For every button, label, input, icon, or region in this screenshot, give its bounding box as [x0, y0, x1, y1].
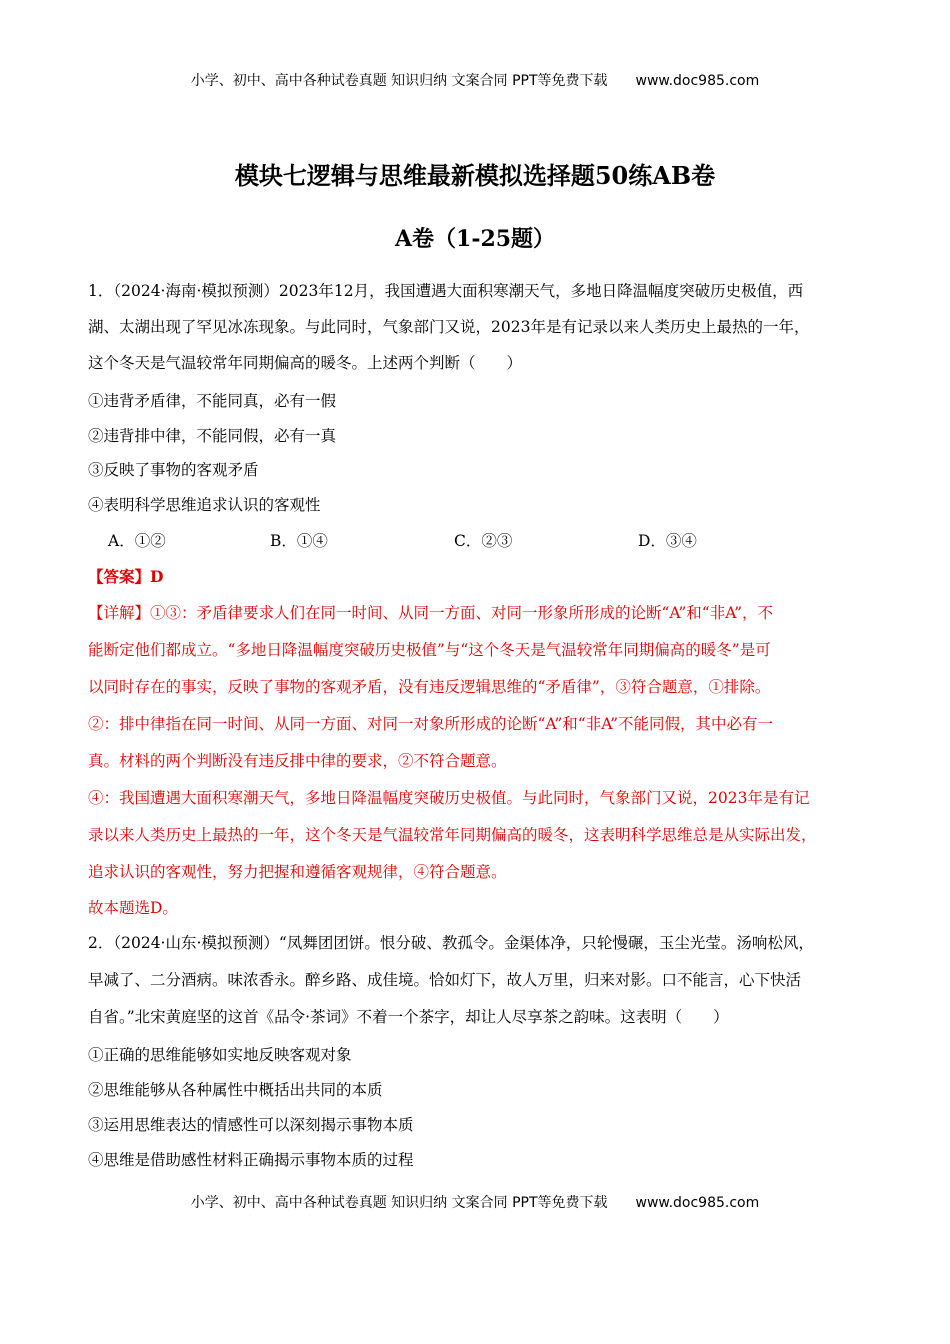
q1-analysis-line: 【详解】①③：矛盾律要求人们在同一时间、从同一方面、对同一形象所形成的论断“A”和“非A”，不	[88, 604, 774, 622]
choice-c: C．②③	[454, 532, 513, 550]
q2-stem-line: 早减了、二分酒病。味浓香永。醉乡路、成佳境。恰如灯下，故人万里，归来对影。口不能言，心下快活	[88, 971, 802, 989]
q1-conclusion: 故本题选D。	[88, 899, 178, 917]
q2-option: ④思维是借助感性材料正确揭示事物本质的过程	[88, 1151, 414, 1169]
document-title: 模块七逻辑与思维最新模拟选择题50练AB卷	[234, 161, 716, 190]
q1-analysis-line: 真。材料的两个判断没有违反排中律的要求，②不符合题意。	[88, 752, 507, 770]
q1-stem-line: 湖、太湖出现了罕见冰冻现象。与此同时，气象部门又说，2023年是有记录以来人类历史上最热的一年，	[88, 318, 810, 336]
page-header	[0, 70, 950, 90]
q1-option: ④表明科学思维追求认识的客观性	[88, 496, 321, 514]
q1-analysis-line: 追求认识的客观性，努力把握和遵循客观规律，④符合题意。	[88, 863, 507, 881]
q1-analysis-line: 能断定他们都成立。“多地日降温幅度突破历史极值”与“这个冬天是气温较常年同期偏高的暖冬”是可	[88, 641, 771, 659]
q1-stem-line: 1．（2024·海南·模拟预测）2023年12月，我国遭遇大面积寒潮天气，多地日降温幅度突破历史极值，西	[88, 282, 804, 300]
q2-stem-line: 2．（2024·山东·模拟预测）“凤舞团团饼。恨分破、教孤令。金渠体净，只轮慢碾，玉尘光莹。汤响松风，	[88, 934, 814, 952]
q1-option: ②违背排中律，不能同假，必有一真	[88, 427, 337, 445]
q1-analysis-line: 录以来人类历史上最热的一年，这个冬天是气温较常年同期偏高的暖冬，这表明科学思维总是从实际出发，	[88, 826, 817, 844]
choice-a: A．①②	[108, 532, 166, 550]
q1-analysis-line: 以同时存在的事实，反映了事物的客观矛盾，没有违反逻辑思维的“矛盾律”，③符合题意，①排除。	[88, 678, 771, 696]
q1-analysis-line: ④：我国遭遇大面积寒潮天气，多地日降温幅度突破历史极值。与此同时，气象部门又说，2023年是有记	[88, 789, 810, 807]
q1-answer: 【答案】D	[88, 567, 164, 586]
q2-option: ①正确的思维能够如实地反映客观对象	[88, 1046, 352, 1064]
q2-stem-line: 自省。”北宋黄庭坚的这首《品令·茶词》不着一个茶字，却让人尽享茶之韵味。这表明（ ）	[88, 1008, 729, 1026]
footer-site-link[interactable]: www.doc985.com	[635, 1195, 760, 1211]
q1-stem-line: 这个冬天是气温较常年同期偏高的暖冬。上述两个判断（ ）	[88, 354, 523, 372]
page-footer	[0, 1192, 950, 1212]
q1-analysis-line: ②：排中律指在同一时间、从同一方面、对同一对象所形成的论断“A”和“非A”不能同假，其中必有一	[88, 715, 774, 733]
q1-option: ③反映了事物的客观矛盾	[88, 461, 259, 479]
choice-d: D．③④	[638, 532, 697, 550]
footer-text: 小学、初中、高中各种试卷真题 知识归纳 文案合同 PPT等免费下载	[190, 1195, 608, 1211]
q2-option: ③运用思维表达的情感性可以深刻揭示事物本质	[88, 1116, 414, 1134]
q1-option: ①违背矛盾律，不能同真，必有一假	[88, 392, 337, 410]
header-site-link[interactable]: www.doc985.com	[635, 73, 760, 89]
header-text: 小学、初中、高中各种试卷真题 知识归纳 文案合同 PPT等免费下载	[190, 73, 608, 89]
section-title: A卷（1-25题）	[394, 226, 556, 252]
choice-b: B．①④	[270, 532, 328, 550]
q2-option: ②思维能够从各种属性中概括出共同的本质	[88, 1081, 383, 1099]
